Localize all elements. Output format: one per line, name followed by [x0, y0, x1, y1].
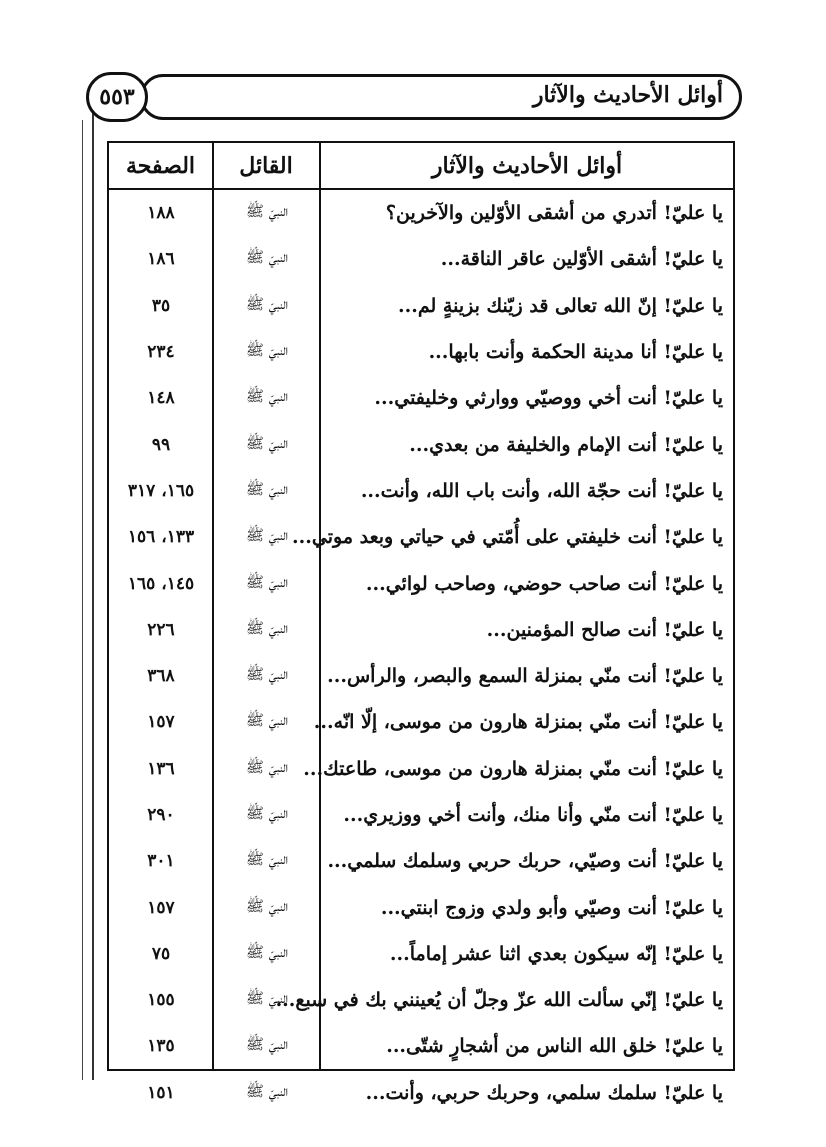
hadith-text: يا عليّ! إنّي سألت الله عزّ وجلّ أن يُعينني بك في سبع...	[275, 989, 723, 1012]
speaker-cell: النبيّ ﷺ	[245, 433, 289, 452]
column-header-page: الصفحة	[125, 152, 196, 179]
speaker-cell: النبيّ ﷺ	[245, 526, 289, 545]
page-ref: ١٥٧	[147, 712, 175, 733]
hadith-text: يا عليّ! أنت صاحب حوضي، وصاحب لوائي...	[365, 572, 723, 595]
page-ref: ٢٩٠	[147, 805, 175, 825]
speaker-cell: النبيّ ﷺ	[245, 896, 289, 915]
table-row	[109, 1070, 733, 1116]
index-table	[107, 141, 735, 1104]
margin-rule-outer	[82, 120, 83, 1080]
hadith-text: يا عليّ! أنت صالح المؤمنين...	[486, 618, 723, 641]
hadith-text: يا عليّ! أنت حجّة الله، وأنت باب الله، وأنت...	[360, 479, 723, 502]
margin-rule-inner	[92, 100, 94, 1080]
page-ref: ١٨٨	[147, 203, 175, 224]
hadith-text: يا عليّ! سلمك سلمي، وحربك حربي، وأنت...	[365, 1081, 723, 1104]
speaker-cell: النبيّ ﷺ	[245, 341, 289, 360]
hadith-text: يا عليّ! إنّ الله تعالى قد زيّنك بزينةٍ لم...	[398, 294, 723, 317]
page-ref: ٢٣٤	[147, 342, 175, 363]
table-row	[109, 468, 733, 514]
speaker-cell: النبيّ ﷺ	[245, 572, 289, 591]
speaker-cell: النبيّ ﷺ	[245, 202, 289, 221]
speaker-cell: النبيّ ﷺ	[245, 294, 289, 313]
hadith-text: يا عليّ! أنت الإمام والخليفة من بعدي...	[409, 433, 723, 456]
page-ref: ١٣٥	[147, 1036, 175, 1057]
page-ref: ٣٥	[151, 295, 171, 316]
speaker-cell: النبيّ ﷺ	[245, 248, 289, 267]
hadith-text: يا عليّ! أنا مدينة الحكمة وأنت بابها...	[428, 341, 723, 364]
table-row	[109, 190, 733, 236]
speaker-cell: النبيّ ﷺ	[245, 850, 289, 869]
table-row	[109, 607, 733, 653]
speaker-cell: النبيّ ﷺ	[245, 479, 289, 498]
table-row	[109, 236, 733, 282]
hadith-text: يا عليّ! خلق الله الناس من أشجارٍ شتّى...	[386, 1035, 723, 1058]
speaker-cell: النبيّ ﷺ	[245, 942, 289, 961]
hadith-text: يا عليّ! أنت منّي بمنزلة هارون من موسى، طاعتك...	[303, 757, 723, 780]
table-row	[109, 514, 733, 560]
speaker-cell: النبيّ ﷺ	[245, 1035, 289, 1054]
page-ref: ١٥٧	[147, 897, 175, 918]
running-header-title: أوائل الأحاديث والآثار	[532, 82, 723, 108]
hadith-text: يا عليّ! أنت وصيّي وأبو ولدي وزوج ابنتي...	[380, 896, 723, 919]
page-number-badge	[86, 72, 148, 122]
page-ref: ١٨٦	[147, 249, 175, 270]
column-header-speaker: القائل	[239, 152, 293, 179]
page-ref: ٧٥	[151, 943, 171, 964]
speaker-cell: النبيّ ﷺ	[245, 757, 289, 776]
table-row	[109, 977, 733, 1023]
speaker-cell: النبيّ ﷺ	[245, 1081, 289, 1100]
table-row	[109, 283, 733, 329]
hadith-text: يا عليّ! أتدري من أشقى الأوّلين والآخرين؟	[385, 202, 723, 225]
table-row	[109, 699, 733, 745]
hadith-text: يا عليّ! أنت منّي بمنزلة السمع والبصر، والرأس...	[327, 665, 723, 688]
speaker-cell: النبيّ ﷺ	[245, 989, 289, 1008]
page-ref: ١٤٥، ١٦٥	[127, 573, 195, 594]
hadith-text: يا عليّ! أنت أخي ووصيّي ووارثي وخليفتي...	[374, 387, 723, 410]
speaker-cell: النبيّ ﷺ	[245, 387, 289, 406]
table-row	[109, 838, 733, 884]
hadith-text: يا عليّ! أنت منّي بمنزلة هارون من موسى، إلّا انّه...	[313, 711, 723, 734]
column-header-text: أوائل الأحاديث والآثار	[431, 152, 623, 179]
running-header	[140, 74, 742, 120]
hadith-text: يا عليّ! أنت وصيّي، حربك حربي وسلمك سلمي...	[327, 850, 723, 873]
table-body	[109, 190, 733, 1104]
table-row	[109, 653, 733, 699]
page-ref: ٢٢٦	[147, 619, 175, 640]
table-row	[109, 884, 733, 930]
page-ref: ١٣٣، ١٥٦	[127, 527, 195, 548]
table-row	[109, 421, 733, 467]
hadith-text: يا عليّ! إنّه سيكون بعدي اثنا عشر إماماً...	[389, 942, 723, 965]
page-ref: ٣٦٨	[147, 666, 175, 687]
page-ref: ١٣٦	[147, 758, 175, 779]
table-row	[109, 746, 733, 792]
speaker-cell: النبيّ ﷺ	[245, 711, 289, 730]
hadith-text: يا عليّ! أشقى الأوّلين عاقر الناقة...	[440, 248, 723, 271]
page-ref: ١٥٥	[147, 990, 175, 1011]
page-ref: ١٥١	[147, 1082, 175, 1103]
page-number: ٥٥٣	[99, 84, 135, 110]
page-ref: ١٤٨	[147, 388, 175, 409]
table-row	[109, 1023, 733, 1069]
table-row	[109, 931, 733, 977]
page-ref: ٩٩	[151, 434, 171, 455]
hadith-text: يا عليّ! أنت خليفتي على أُمّتي في حياتي وبعد موتي...	[292, 526, 723, 549]
hadith-text: يا عليّ! أنت منّي وأنا منك، وأنت أخي ووزيري...	[343, 804, 723, 826]
table-row	[109, 560, 733, 606]
table-row	[109, 329, 733, 375]
table-row	[109, 792, 733, 838]
speaker-cell: النبيّ ﷺ	[245, 804, 289, 822]
page-ref: ٣٠١	[147, 851, 175, 872]
table-row	[109, 375, 733, 421]
page-ref: ١٦٥، ٣١٧	[127, 480, 195, 501]
speaker-cell: النبيّ ﷺ	[245, 618, 289, 637]
speaker-cell: النبيّ ﷺ	[245, 665, 289, 684]
